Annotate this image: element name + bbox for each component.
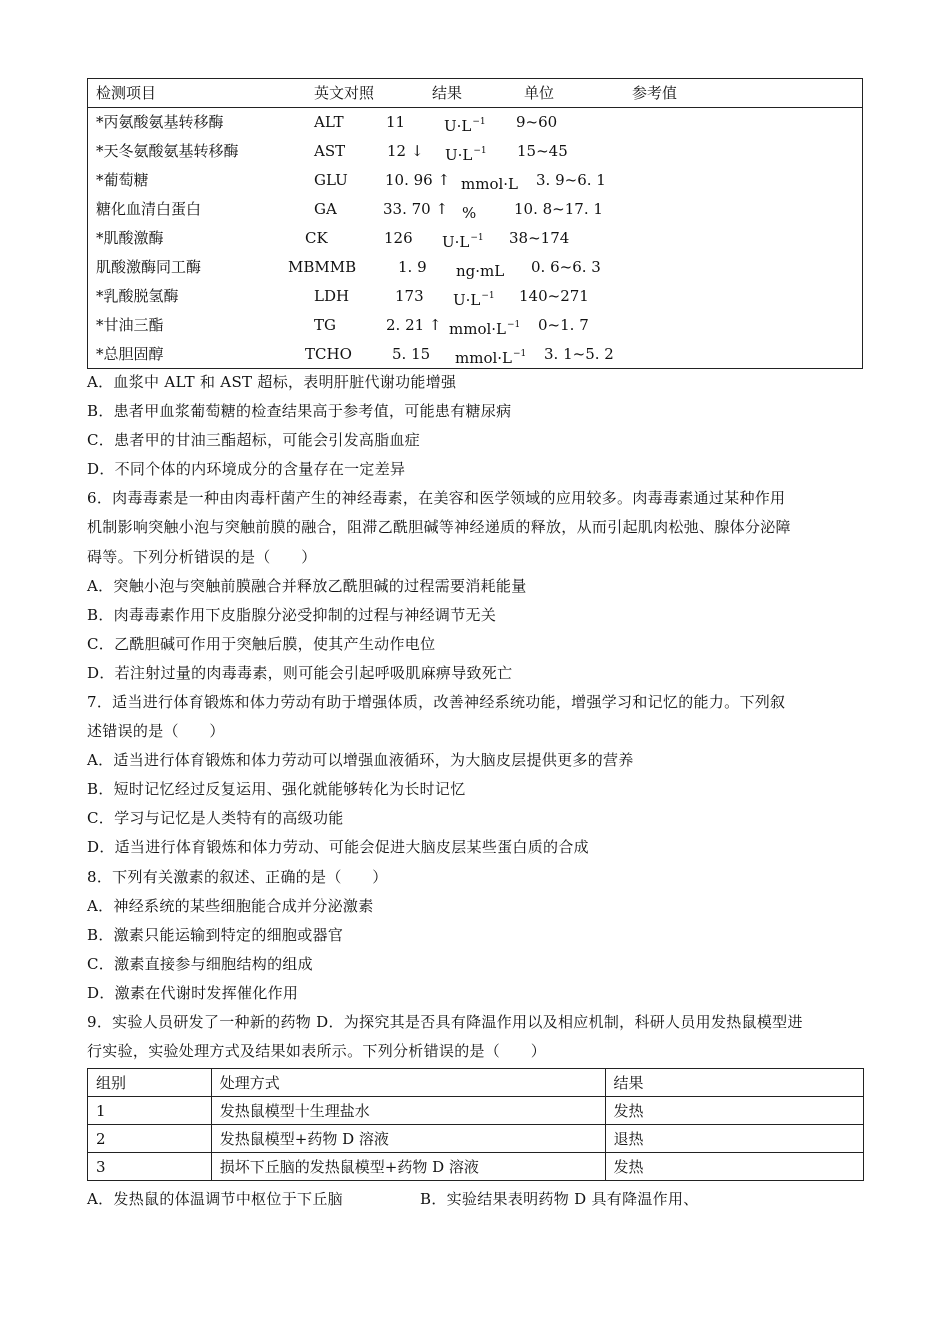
table-cell: 发热鼠模型+药物 D 溶液 [211, 1125, 605, 1153]
lab-english: GA [314, 200, 337, 218]
header-ref: 参考值 [632, 84, 678, 102]
lab-item: *甘油三酯 [96, 316, 164, 334]
lab-english: MBMMB [288, 258, 357, 276]
table-cell: 发热 [605, 1153, 864, 1181]
table-cell: 退热 [605, 1125, 864, 1153]
table-cell: 发热鼠模型十生理盐水 [211, 1097, 605, 1125]
lab-ref: 3. 1~5. 2 [544, 345, 614, 363]
q7-stem: 7．适当进行体育锻炼和体力劳动有助于增强体质，改善神经系统功能，增强学习和记忆的能力。下列叙 [87, 693, 786, 711]
lab-english: TG [314, 316, 336, 334]
experiment-table [87, 1068, 864, 1181]
q6-stem: 6．肉毒毒素是一种由肉毒杆菌产生的神经毒素，在美容和医学领域的应用较多。肉毒毒素通过某种作用 [87, 489, 786, 507]
lab-unit: $U\cdot L^{-1}$ [445, 146, 487, 164]
lab-ref: 140~271 [519, 287, 589, 305]
table-cell: 3 [88, 1153, 212, 1181]
q5-option-b: B．患者甲血浆葡萄糖的检查结果高于参考值，可能患有糖尿病 [87, 402, 512, 420]
lab-english: ALT [314, 113, 344, 131]
lab-ref: 10. 8~17. 1 [514, 200, 603, 218]
lab-unit: $U\cdot L^{-1}$ [442, 233, 484, 251]
lab-english: CK [305, 229, 328, 247]
q9-option-a: A．发热鼠的体温调节中枢位于下丘脑 [87, 1190, 343, 1208]
lab-item: *丙氨酸氨基转移酶 [96, 113, 224, 131]
lab-ref: 9~60 [516, 113, 558, 131]
lab-item: *葡萄糖 [96, 171, 149, 189]
table-cell: 损坏下丘脑的发热鼠模型+药物 D 溶液 [211, 1153, 605, 1181]
q7-option-c: C．学习与记忆是人类特有的高级功能 [87, 809, 344, 827]
lab-english: TCHO [305, 345, 352, 363]
lab-unit: $U\cdot L^{-1}$ [453, 291, 495, 309]
q9-stem: 9．实验人员研发了一种新的药物 D．为探究其是否具有降温作用以及相应机制，科研人员用发热鼠模型进 [87, 1013, 803, 1031]
table-header-cell: 结果 [605, 1069, 864, 1097]
lab-unit: $U\cdot L^{-1}$ [444, 117, 486, 135]
lab-unit: $mmol\cdot L^{-1}$ [449, 320, 521, 338]
table-header-row [88, 1069, 864, 1097]
lab-item: 肌酸激酶同工酶 [96, 258, 202, 276]
lab-row [88, 344, 862, 373]
q6-stem: 机制影响突触小泡与突触前膜的融合，阻滞乙酰胆碱等神经递质的释放，从而引起肌肉松弛、腺体分泌障 [87, 518, 791, 536]
q7-option-a: A．适当进行体育锻炼和体力劳动可以增强血液循环，为大脑皮层提供更多的营养 [87, 751, 634, 769]
lab-row [88, 112, 862, 141]
table-cell: 发热 [605, 1097, 864, 1125]
q8-option-c: C．激素直接参与细胞结构的组成 [87, 955, 313, 973]
q7-option-b: B．短时记忆经过反复运用、强化就能够转化为长时记忆 [87, 780, 466, 798]
lab-english: LDH [314, 287, 350, 305]
header-item: 检测项目 [96, 84, 157, 102]
q7-option-d: D．适当进行体育锻炼和体力劳动、可能会促进大脑皮层某些蛋白质的合成 [87, 838, 589, 856]
lab-item: *肌酸激酶 [96, 229, 164, 247]
lab-item: 糖化血清白蛋白 [96, 200, 202, 218]
q6-option-a: A．突触小泡与突触前膜融合并释放乙酰胆碱的过程需要消耗能量 [87, 577, 527, 595]
table-row [88, 1097, 864, 1125]
table-row [88, 1153, 864, 1181]
q8-stem: 8．下列有关激素的叙述、正确的是（ ） [87, 868, 388, 886]
lab-ref: 0~1. 7 [538, 316, 589, 334]
lab-row [88, 257, 862, 286]
lab-english: GLU [314, 171, 348, 189]
q8-option-d: D．激素在代谢时发挥催化作用 [87, 984, 299, 1002]
lab-unit: ng·mL [456, 262, 505, 280]
lab-result: 10. 96 ↑ [385, 171, 451, 189]
lab-ref: 38~174 [509, 229, 570, 247]
lab-table-header [88, 79, 862, 108]
header-english: 英文对照 [314, 84, 375, 102]
lab-unit: % [462, 204, 477, 222]
lab-result: 126 [384, 229, 413, 247]
header-result: 结果 [432, 84, 463, 102]
table-row [88, 1125, 864, 1153]
lab-item: *总胆固醇 [96, 345, 164, 363]
lab-item: *乳酸脱氢酶 [96, 287, 179, 305]
lab-result: 1. 9 [398, 258, 427, 276]
q6-stem: 碍等。下列分析错误的是（ ） [87, 548, 317, 566]
q9-option-b: B．实验结果表明药物 D 具有降温作用、 [420, 1190, 699, 1208]
lab-row [88, 315, 862, 344]
lab-english: AST [314, 142, 346, 160]
table-header-cell: 处理方式 [211, 1069, 605, 1097]
lab-row [88, 170, 862, 199]
lab-row [88, 286, 862, 315]
q8-option-b: B．激素只能运输到特定的细胞或器官 [87, 926, 344, 944]
q9-stem: 行实验，实验处理方式及结果如表所示。下列分析错误的是（ ） [87, 1042, 547, 1060]
table-cell: 2 [88, 1125, 212, 1153]
lab-result: 11 [386, 113, 406, 131]
q5-option-d: D．不同个体的内环境成分的含量存在一定差异 [87, 460, 406, 478]
lab-result: 2. 21 ↑ [386, 316, 442, 334]
lab-result: 33. 70 ↑ [383, 200, 449, 218]
q6-option-d: D．若注射过量的肉毒毒素，则可能会引起呼吸肌麻痹导致死亡 [87, 664, 513, 682]
lab-unit: mmol·L [461, 175, 519, 193]
lab-row [88, 199, 862, 228]
lab-item: *天冬氨酸氨基转移酶 [96, 142, 239, 160]
q6-option-b: B．肉毒毒素作用下皮脂腺分泌受抑制的过程与神经调节无关 [87, 606, 497, 624]
q5-option-c: C．患者甲的甘油三酯超标，可能会引发高脂血症 [87, 431, 421, 449]
lab-row [88, 228, 862, 257]
table-cell: 1 [88, 1097, 212, 1125]
lab-results-table [87, 78, 863, 369]
lab-result: 5. 15 [392, 345, 431, 363]
lab-unit: $mmol\cdot L^{-1}$ [455, 349, 527, 367]
q7-stem: 述错误的是（ ） [87, 722, 225, 740]
lab-result: 173 [395, 287, 424, 305]
lab-row [88, 141, 862, 170]
lab-ref: 15~45 [517, 142, 568, 160]
q5-option-a: A．血浆中 ALT 和 AST 超标，表明肝脏代谢功能增强 [87, 373, 457, 391]
table-header-cell: 组别 [88, 1069, 212, 1097]
lab-ref: 3. 9~6. 1 [536, 171, 606, 189]
lab-ref: 0. 6~6. 3 [531, 258, 601, 276]
header-unit: 单位 [524, 84, 555, 102]
q6-option-c: C．乙酰胆碱可作用于突触后膜，使其产生动作电位 [87, 635, 436, 653]
q8-option-a: A．神经系统的某些细胞能合成并分泌激素 [87, 897, 374, 915]
lab-result: 12 ↓ [387, 142, 424, 160]
